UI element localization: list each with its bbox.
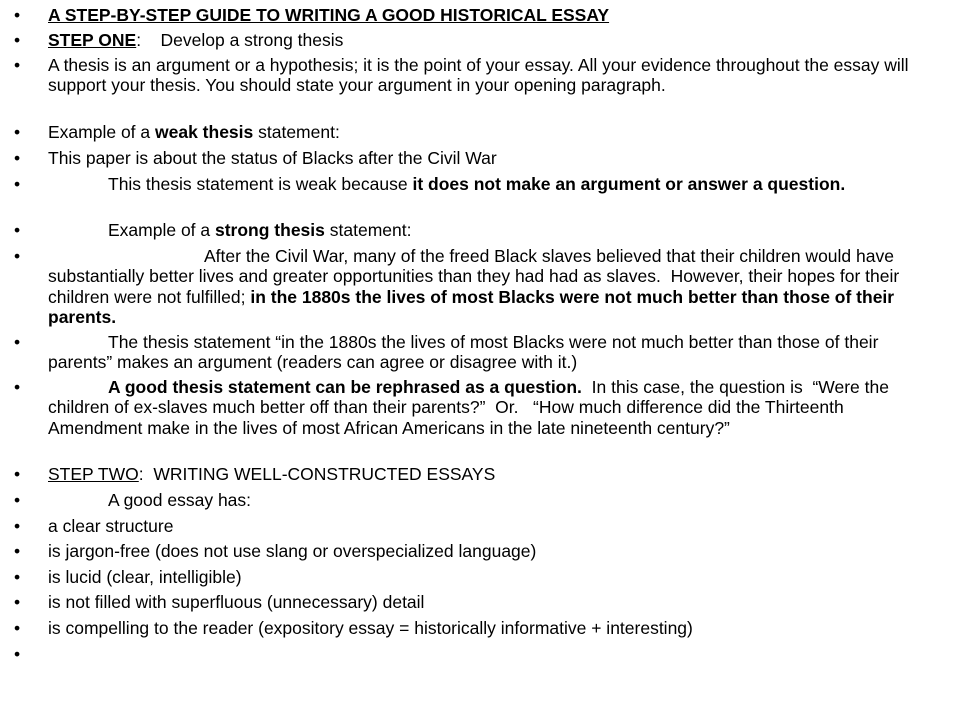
bullet-marker: • xyxy=(14,516,21,536)
bullet-text: A good essay has: xyxy=(108,490,252,510)
bullet-marker: • xyxy=(14,122,21,142)
bullet-text: is compelling to the reader (expository essay = historically informative + interesting) xyxy=(48,618,693,638)
bullet-text: STEP ONE: Develop a strong thesis xyxy=(48,30,344,50)
bullet-text: STEP TWO: WRITING WELL-CONSTRUCTED ESSAYS xyxy=(48,464,496,484)
bullet-text: This thesis statement is weak because it does not make an argument or answer a question. xyxy=(108,174,846,194)
bullet-marker: • xyxy=(14,567,21,587)
bullet-text: is jargon-free (does not use slang or overspecialized language) xyxy=(48,541,537,561)
bullet-marker: • xyxy=(14,332,21,352)
bullet-marker: • xyxy=(14,377,21,397)
bullet-marker: • xyxy=(14,618,21,638)
bullet-marker: • xyxy=(14,5,21,25)
bullet-marker: • xyxy=(14,174,21,194)
bullet-text: Example of a strong thesis statement: xyxy=(108,220,412,240)
bullet-marker: • xyxy=(14,490,21,510)
bullet-marker: • xyxy=(14,55,21,75)
bullet-marker: • xyxy=(14,541,21,561)
step-one-heading: STEP ONE xyxy=(48,30,137,50)
bullet-marker: • xyxy=(14,30,21,50)
bullet-text: This paper is about the status of Blacks after the Civil War xyxy=(48,148,497,168)
bullet-marker: • xyxy=(14,246,21,266)
bullet-text: is not filled with superfluous (unnecessary) detail xyxy=(48,592,425,612)
bullet-text: Example of a weak thesis statement: xyxy=(48,122,340,142)
bullet-text xyxy=(48,5,914,25)
bullet-text: a clear structure xyxy=(48,516,174,536)
bullet-text: A good thesis statement can be rephrased as a question. In this case, the question is “Were the children of ex-slaves much better off than their parents?” Or. “How much difference did the Thirteenth Amendment make in the lives of most African Americans in the late nineteenth century?” xyxy=(48,377,894,438)
bullet-marker: • xyxy=(14,464,21,484)
bullet-marker: • xyxy=(14,644,21,664)
bullet-text: The thesis statement “in the 1880s the lives of most Blacks were not much better than those of their parents” makes an argument (readers can agree or disagree with it.) xyxy=(48,332,879,373)
bullet-marker: • xyxy=(14,592,21,612)
bullet-text: is lucid (clear, intelligible) xyxy=(48,567,242,587)
bullet-marker: • xyxy=(14,220,21,240)
bullet-text: After the Civil War, many of the freed Black slaves believed that their children would have substantially better lives and greater opportunities than they had had as slaves. However, their hopes for their children were not fulfilled; in the 1880s the lives of most Blacks were not much better than those of their parents. xyxy=(48,246,905,328)
bullet-marker: • xyxy=(14,148,21,168)
bullet-text: A thesis is an argument or a hypothesis; it is the point of your essay. All your evidence throughout the essay will support your thesis. You should state your argument in your opening paragraph. xyxy=(48,55,909,96)
step-two-heading: STEP TWO xyxy=(48,464,139,484)
document-title: A STEP-BY-STEP GUIDE TO WRITING A GOOD HISTORICAL ESSAY xyxy=(48,5,610,25)
